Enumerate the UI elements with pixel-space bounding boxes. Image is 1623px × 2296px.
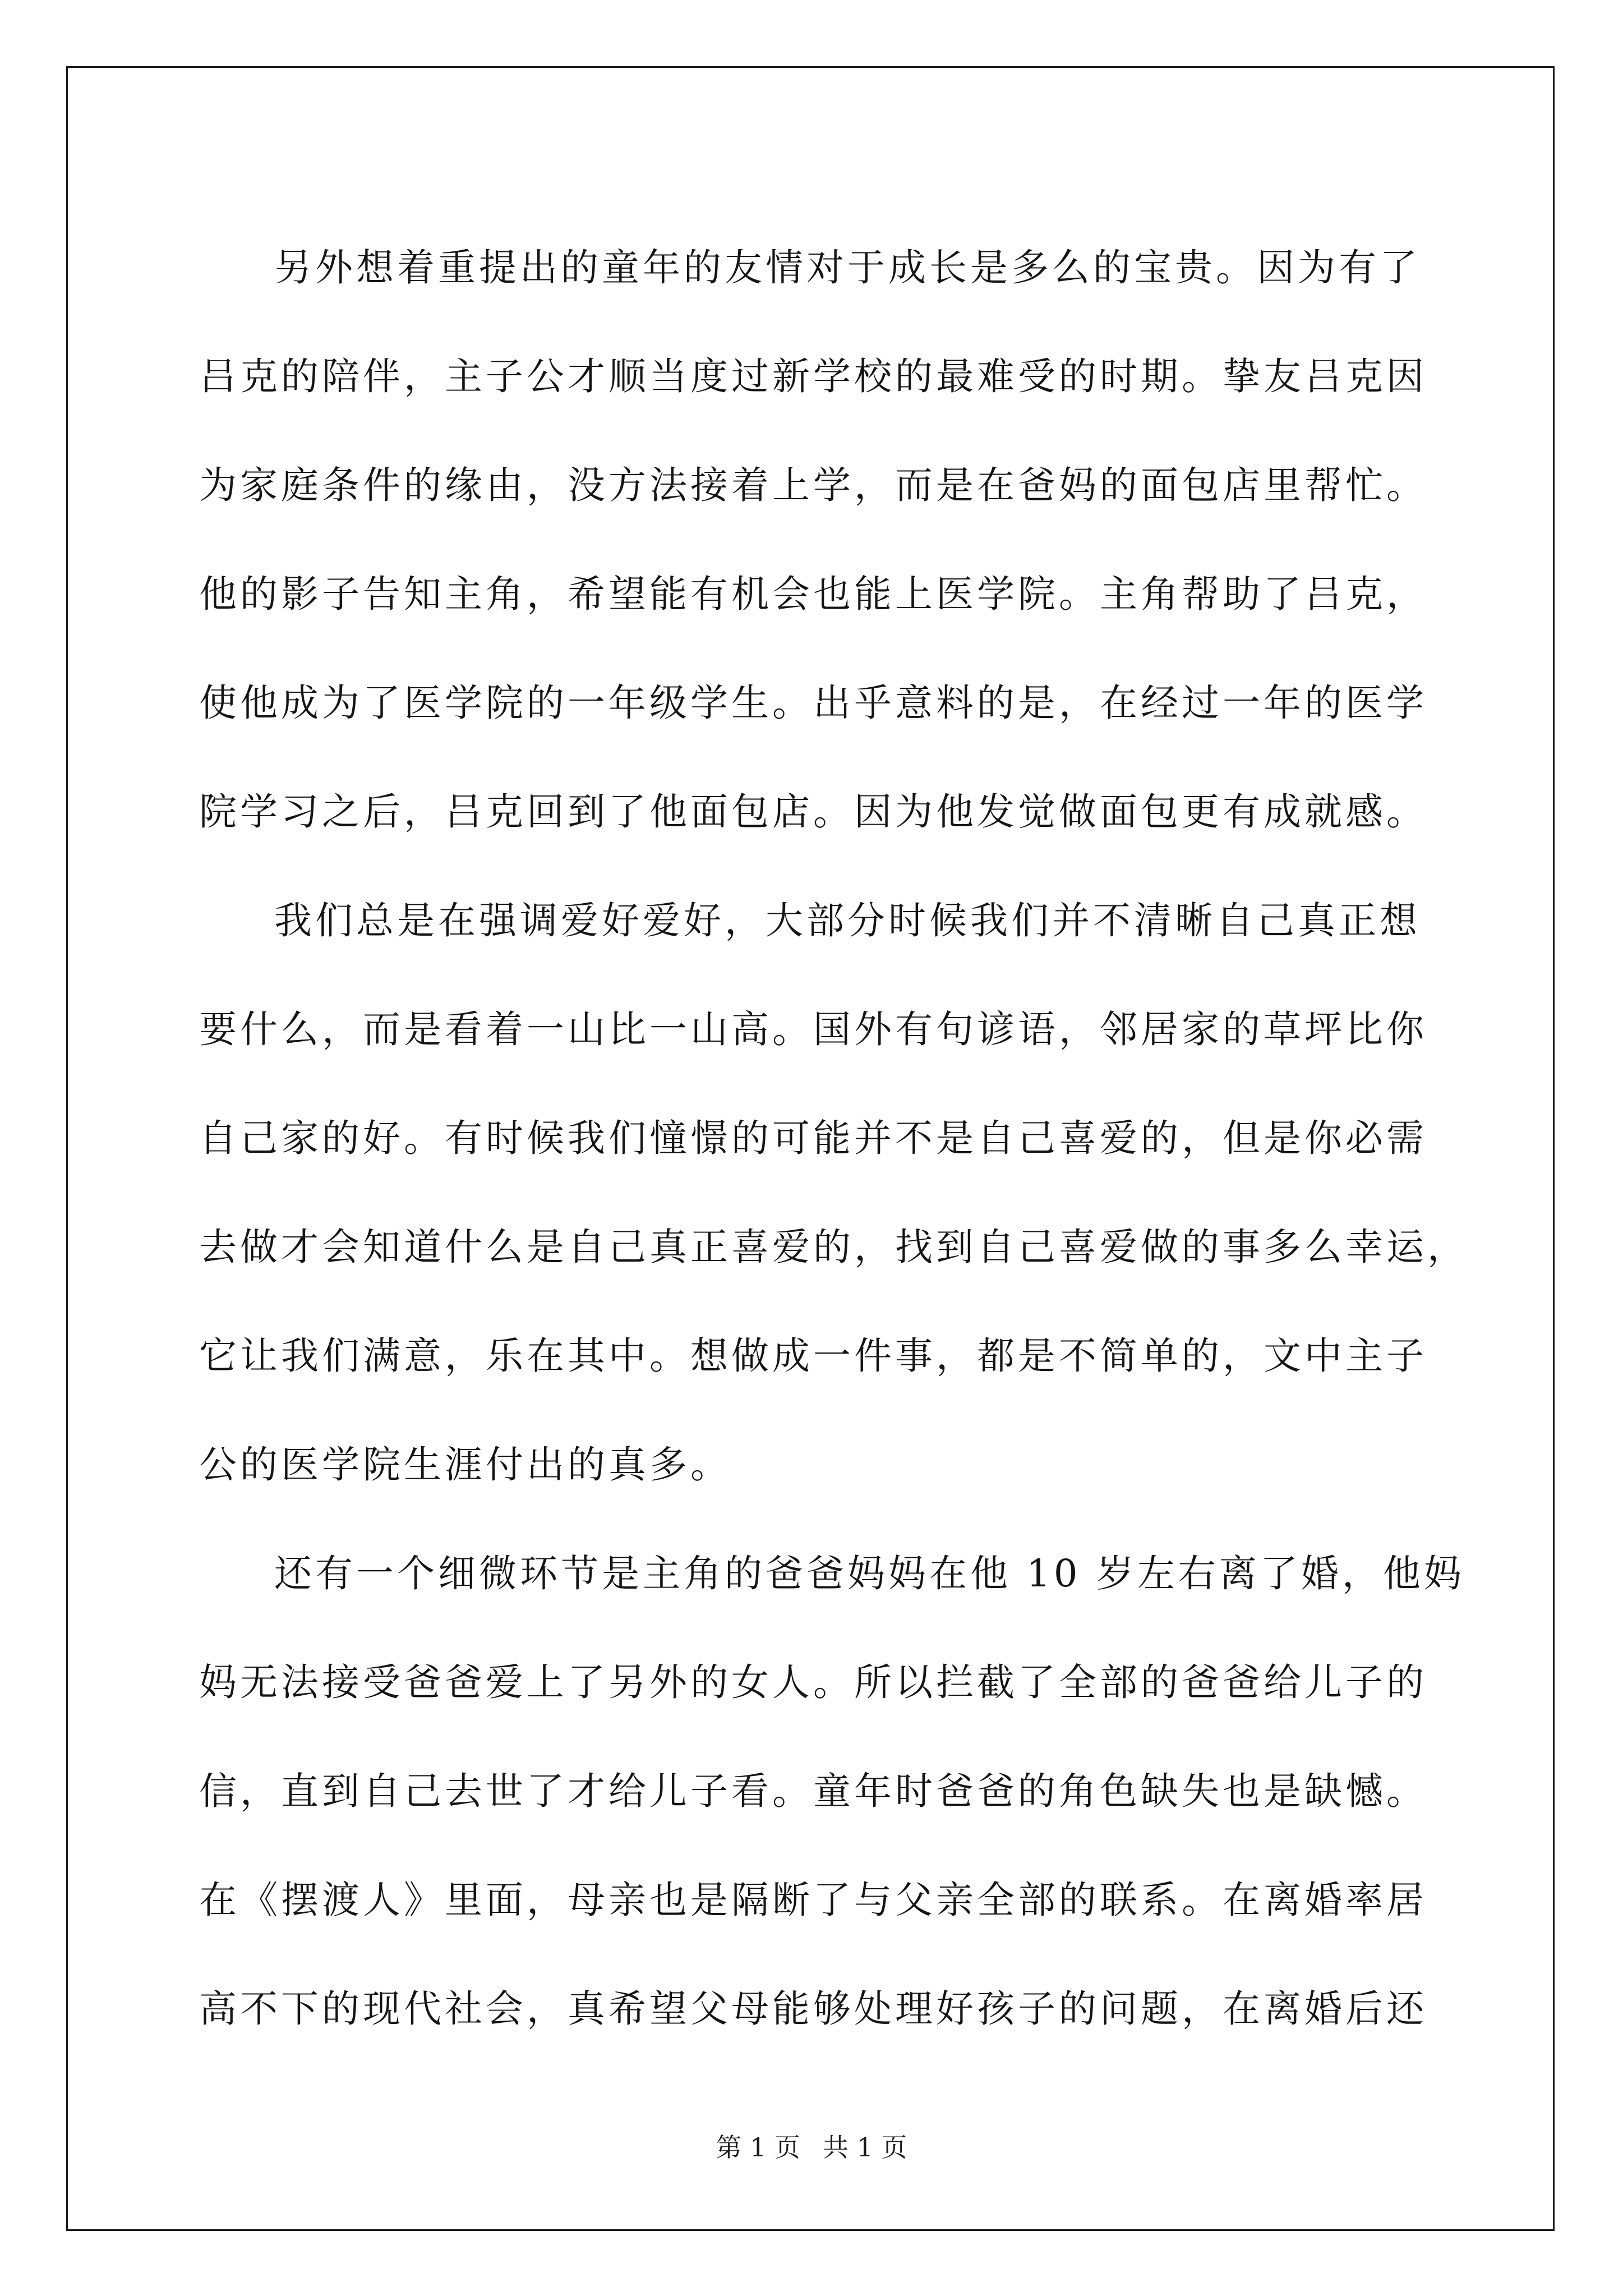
text-line: 使他成为了医学院的一年级学生。出乎意料的是，在经过一年的医学: [199, 681, 1427, 725]
document-body: [199, 213, 1468, 2063]
text-line: 信，直到自己去世了才给儿子看。童年时爸爸的角色缺失也是缺憾。: [199, 1769, 1427, 1813]
text-line: 吕克的陪伴，主子公才顺当度过新学校的最难受的时期。挚友吕克因: [199, 355, 1427, 398]
text-line: 院学习之后，吕克回到了他面包店。因为他发觉做面包更有成就感。: [199, 790, 1427, 834]
text-line: 去做才会知道什么是自己真正喜爱的，找到自己喜爱做的事多么幸运，: [199, 1225, 1468, 1269]
text-line: 他的影子告知主角，希望能有机会也能上医学院。主角帮助了吕克，: [199, 572, 1427, 616]
text-line: 还有一个细微环节是主角的爸爸妈妈在他 10 岁左右离了婚，他妈: [274, 1552, 1465, 1595]
text-line: 它让我们满意，乐在其中。想做成一件事，都是不简单的，文中主子: [199, 1334, 1427, 1378]
text-line: 为家庭条件的缘由，没方法接着上学，而是在爸妈的面包店里帮忙。: [199, 463, 1427, 507]
text-line: 我们总是在强调爱好爱好，大部分时候我们并不清晰自己真正想: [274, 899, 1421, 942]
text-line: 另外想着重提出的童年的友情对于成长是多么的宝贵。因为有了: [274, 246, 1421, 289]
text-line: 高不下的现代社会，真希望父母能够处理好孩子的问题，在离婚后还: [199, 1987, 1427, 2031]
text-line: 在《摆渡人》里面，母亲也是隔断了与父亲全部的联系。在离婚率居: [199, 1878, 1427, 1922]
page-total: 共 1 页: [823, 2132, 907, 2162]
text-line: 自己家的好。有时候我们憧憬的可能并不是自己喜爱的，但是你必需: [199, 1116, 1427, 1160]
page-footer: [0, 2127, 1623, 2164]
text-line: 公的医学院生涯付出的真多。: [199, 1443, 731, 1487]
page-number: 第 1 页: [716, 2132, 800, 2162]
text-line: 要什么，而是看着一山比一山高。国外有句谚语，邻居家的草坪比你: [199, 1007, 1427, 1051]
text-line: 妈无法接受爸爸爱上了另外的女人。所以拦截了全部的爸爸给儿子的: [199, 1660, 1427, 1704]
